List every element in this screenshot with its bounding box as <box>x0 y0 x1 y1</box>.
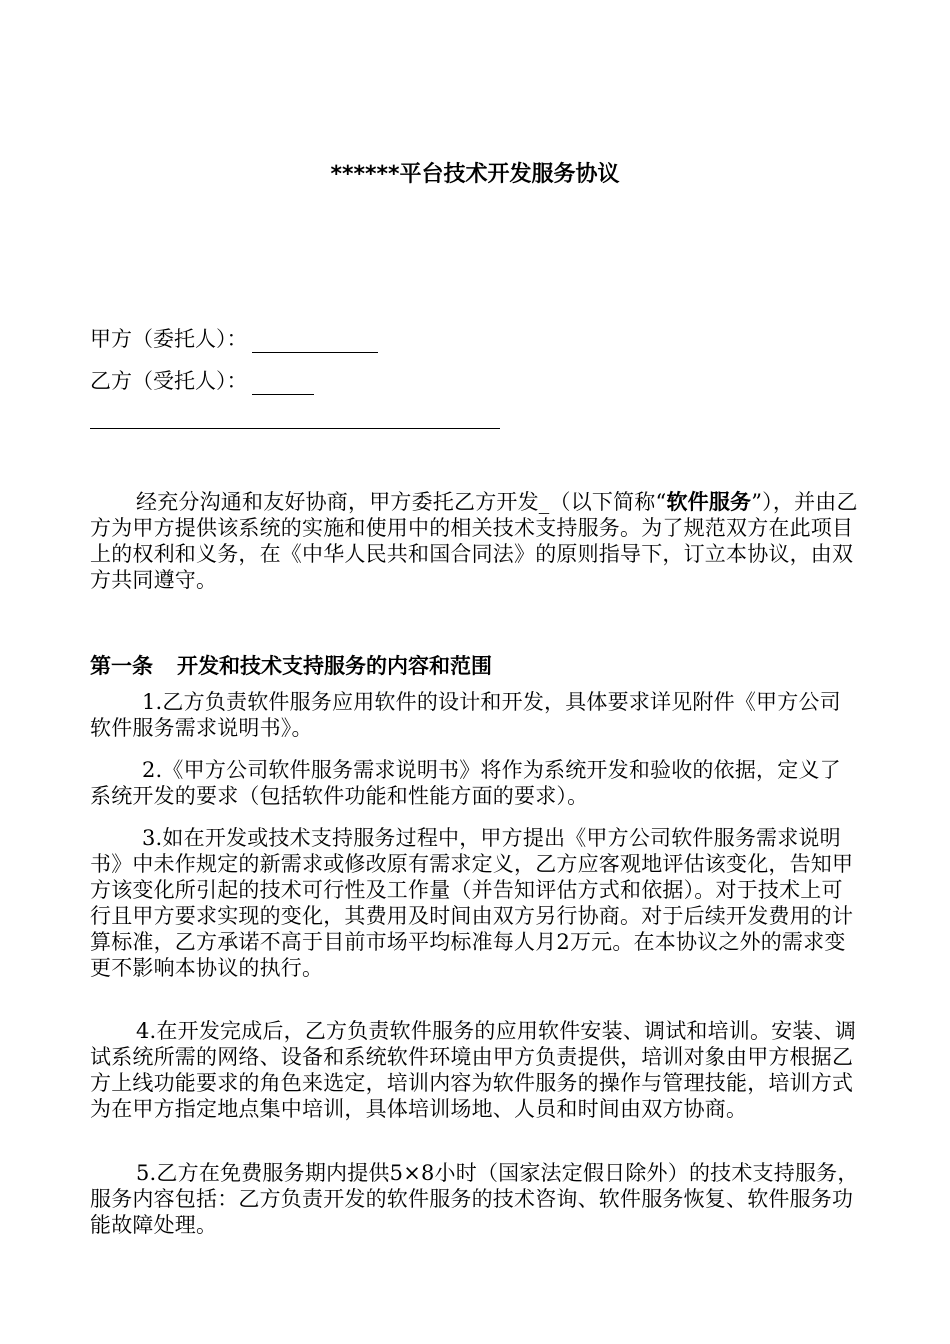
party-b-line <box>90 365 314 395</box>
clause-3 <box>90 825 862 981</box>
intro-text-2: ”），并由乙方为甲方提供该系统的实施和使用中的相关技术支持服务。为了规范双方在此项目上的权利和义务，在《中华人民共和国合同法》的原则指导下，订立本协议，由双方共同遵守。 <box>90 490 858 592</box>
document-title: ******平台技术开发服务协议 <box>330 162 620 187</box>
article-1-number: 第一条 <box>90 654 153 678</box>
party-b-label: 乙方（受托人）： <box>90 369 248 393</box>
clause-1-text: 1.乙方负责软件服务应用软件的设计和开发，具体要求详见附件《甲方公司软件服务需求说明书》。 <box>90 690 841 740</box>
clause-5 <box>90 1160 862 1238</box>
party-b-blank <box>252 372 314 395</box>
clause-2-text: 2.《甲方公司软件服务需求说明书》将作为系统开发和验收的依据，定义了系统开发的要求（包括软件功能和性能方面的要求）。 <box>90 758 841 808</box>
clause-4 <box>90 1018 862 1122</box>
clause-5-text: 5.乙方在免费服务期内提供5×8小时（国家法定假日除外）的技术支持服务，服务内容包括：乙方负责开发的软件服务的技术咨询、软件服务恢复、软件服务功能故障处理。 <box>90 1161 859 1237</box>
clause-3-text: 3.如在开发或技术支持服务过程中，甲方提出《甲方公司软件服务需求说明书》中未作规定的新需求或修改原有需求定义，乙方应客观地评估该变化，告知甲方该变化所引起的技术可行性及工作量（并告知评估方式和依据）。对于技术上可行且甲方要求实现的变化，其费用及时间由双方另行协商。对于后续开发费用的计算标准，乙方承诺不高于目前市场平均标准每人月2万元。在本协议之外的需求变更不影响本协议的执行。 <box>90 826 854 980</box>
article-1-heading <box>90 650 492 680</box>
party-a-blank <box>252 330 378 353</box>
intro-text-1: 经充分沟通和友好协商，甲方委托乙方开发_（以下简称“ <box>136 490 667 514</box>
clause-4-text: 4.在开发完成后，乙方负责软件服务的应用软件安装、调试和培训。安装、调试系统所需的网络、设备和系统软件环境由甲方负责提供，培训对象由甲方根据乙方上线功能要求的角色来选定，培训内容为软件服务的操作与管理技能，培训方式为在甲方指定地点集中培训，具体培训场地、人员和时间由双方协商。 <box>90 1019 857 1121</box>
party-a-label: 甲方（委托人）： <box>90 327 248 351</box>
divider-line <box>90 428 500 429</box>
intro-bold-term: 软件服务 <box>666 490 752 514</box>
clause-2 <box>90 757 862 809</box>
intro-paragraph <box>90 489 862 593</box>
article-1-title: 开发和技术支持服务的内容和范围 <box>177 654 492 678</box>
party-a-line <box>90 323 378 353</box>
clause-1 <box>90 689 862 741</box>
